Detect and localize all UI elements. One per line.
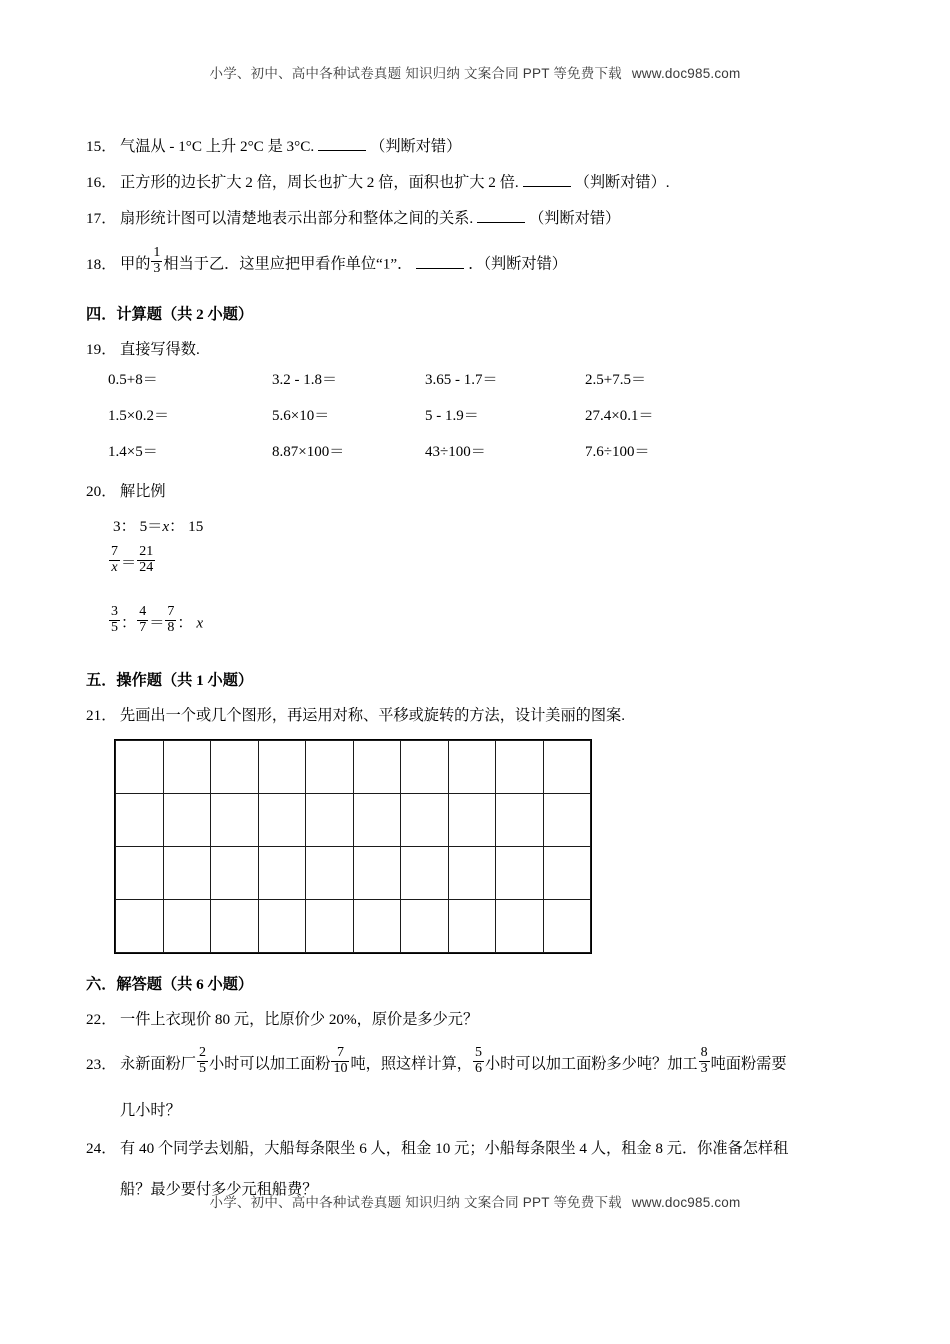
section-six-heading: 六．解答题（共 6 小题） xyxy=(86,976,254,993)
question-17-number: 17． xyxy=(86,210,117,227)
proportion-1-e: 15 xyxy=(188,518,204,535)
proportion-3-fraction-2 xyxy=(137,605,148,636)
drawing-grid-cell[interactable] xyxy=(306,794,354,847)
arithmetic-item: 3.2 - 1.8＝ xyxy=(272,372,337,388)
fraction-denominator: 3 xyxy=(153,261,161,277)
arithmetic-row xyxy=(108,440,808,476)
question-17-suffix: （判断对错） xyxy=(529,210,621,227)
arithmetic-item: 5.6×10＝ xyxy=(272,408,330,424)
question-20 xyxy=(86,482,166,501)
arithmetic-item: 0.5+8＝ xyxy=(108,372,158,388)
proportion-3-fraction-3 xyxy=(165,605,176,636)
drawing-grid-cell[interactable] xyxy=(496,741,544,794)
question-23-seg-3: 吨，照这样计算， xyxy=(350,1055,472,1073)
question-23 xyxy=(86,1045,787,1080)
drawing-grid-cell[interactable] xyxy=(448,847,496,900)
arithmetic-item: 27.4×0.1＝ xyxy=(585,408,654,424)
proportion-3-equals: ＝ xyxy=(149,614,165,632)
proportion-3-variable: x xyxy=(196,614,204,632)
question-23-line-2: 几小时？ xyxy=(120,1102,181,1119)
question-18-suffix: ．（判断对错） xyxy=(468,255,567,273)
question-24 xyxy=(86,1139,788,1158)
question-23-fraction-3 xyxy=(473,1046,484,1077)
drawing-grid-cell[interactable] xyxy=(353,741,401,794)
drawing-grid-cell[interactable] xyxy=(211,847,259,900)
fraction-denominator: 24 xyxy=(139,560,154,576)
question-18-blank[interactable] xyxy=(416,256,464,269)
question-24-line-2: 船？最少要付多少元租船费？ xyxy=(120,1181,318,1198)
question-15-number: 15． xyxy=(86,138,117,155)
proportion-3 xyxy=(108,604,204,639)
question-23-seg-4: 小时可以加工面粉多少吨？加工 xyxy=(484,1055,698,1073)
drawing-grid-cell[interactable] xyxy=(116,794,164,847)
section-four-heading: 四．计算题（共 2 小题） xyxy=(86,306,254,323)
drawing-grid-cell[interactable] xyxy=(401,847,449,900)
drawing-grid-cell[interactable] xyxy=(211,741,259,794)
question-23-seg-1: 永新面粉厂 xyxy=(120,1055,196,1073)
question-15-blank[interactable] xyxy=(318,138,366,151)
fraction-denominator: 5 xyxy=(198,1061,206,1077)
proportion-3-sep-1: ： xyxy=(121,614,137,632)
fraction-denominator: 7 xyxy=(139,620,147,636)
question-16 xyxy=(86,173,670,192)
arithmetic-item: 3.65 - 1.7＝ xyxy=(425,372,498,388)
question-21-text: 先画出一个或几个图形，再运用对称、平移或旋转的方法，设计美丽的图案. xyxy=(120,707,625,724)
drawing-grid-cell[interactable] xyxy=(353,900,401,953)
arithmetic-item: 7.6÷100＝ xyxy=(585,444,650,460)
drawing-grid-cell[interactable] xyxy=(116,900,164,953)
question-19 xyxy=(86,340,200,359)
arithmetic-item: 5 - 1.9＝ xyxy=(425,408,479,424)
drawing-grid-cell[interactable] xyxy=(448,900,496,953)
drawing-grid-cell[interactable] xyxy=(401,741,449,794)
question-23-fraction-4 xyxy=(699,1046,710,1077)
drawing-grid-cell[interactable] xyxy=(116,741,164,794)
question-16-suffix: （判断对错）. xyxy=(574,174,670,191)
drawing-grid-cell[interactable] xyxy=(211,794,259,847)
proportion-2 xyxy=(108,544,156,579)
fraction-numerator: 8 xyxy=(700,1045,708,1061)
question-15-text: 气温从 - 1°C 上升 2°C 是 3°C. xyxy=(120,138,315,155)
drawing-grid-cell[interactable] xyxy=(543,741,591,794)
arithmetic-row xyxy=(108,368,808,404)
question-20-prompt: 解比例 xyxy=(120,483,166,500)
question-23-seg-2: 小时可以加工面粉 xyxy=(208,1055,331,1073)
drawing-grid-cell[interactable] xyxy=(258,847,306,900)
fraction-denominator: 8 xyxy=(167,620,175,636)
fraction-denominator: 3 xyxy=(700,1061,708,1077)
question-22-number: 22． xyxy=(86,1011,117,1028)
arithmetic-item: 43÷100＝ xyxy=(425,444,486,460)
fraction-numerator: 7 xyxy=(331,1046,349,1062)
question-16-text: 正方形的边长扩大 2 倍，周长也扩大 2 倍，面积也扩大 2 倍. xyxy=(120,174,519,191)
footer-watermark-url: www.doc985.com xyxy=(631,1195,741,1210)
drawing-grid-cell[interactable] xyxy=(543,900,591,953)
proportion-1-variable: x xyxy=(162,518,170,535)
drawing-grid-cell[interactable] xyxy=(163,900,211,953)
drawing-grid-cell[interactable] xyxy=(353,847,401,900)
drawing-grid-cell[interactable] xyxy=(163,794,211,847)
drawing-grid-cell[interactable] xyxy=(353,794,401,847)
drawing-grid-row xyxy=(116,847,591,900)
question-18 xyxy=(86,245,567,280)
question-23-seg-5: 吨面粉需要 xyxy=(710,1055,787,1073)
drawing-grid-cell[interactable] xyxy=(163,741,211,794)
proportion-1-sep: ： xyxy=(169,518,185,535)
question-18-prefix: 甲的 xyxy=(120,255,151,273)
arithmetic-item: 8.87×100＝ xyxy=(272,444,345,460)
drawing-grid-cell[interactable] xyxy=(258,741,306,794)
question-19-prompt: 直接写得数. xyxy=(120,341,200,358)
fraction-numerator: 21 xyxy=(139,544,154,560)
question-21-number: 21． xyxy=(86,707,117,724)
proportion-1 xyxy=(113,515,203,536)
question-15 xyxy=(86,137,461,156)
question-22 xyxy=(86,1010,478,1029)
drawing-grid-cell[interactable] xyxy=(306,900,354,953)
question-16-number: 16． xyxy=(86,174,117,191)
question-15-suffix: （判断对错） xyxy=(370,138,462,155)
drawing-grid-cell[interactable] xyxy=(448,741,496,794)
question-21 xyxy=(86,706,625,725)
proportion-1-a: 3： xyxy=(113,518,136,535)
question-24-line-1: 有 40 个同学去划船，大船每条限坐 6 人，租金 10 元；小船每条限坐 4 人，租金 8 元．你准备怎样租 xyxy=(120,1140,789,1157)
drawing-grid-cell[interactable] xyxy=(258,794,306,847)
question-18-middle: 相当于乙．这里应把甲看作单位“1”． xyxy=(163,255,413,273)
drawing-grid-cell[interactable] xyxy=(401,900,449,953)
drawing-grid-row xyxy=(116,741,591,794)
fraction-numerator: 3 xyxy=(111,604,118,620)
drawing-grid-cell[interactable] xyxy=(163,847,211,900)
fraction-numerator: 2 xyxy=(198,1045,206,1061)
proportion-2-equals: ＝ xyxy=(121,554,137,572)
arithmetic-item: 2.5+7.5＝ xyxy=(585,372,646,388)
drawing-grid-cell[interactable] xyxy=(496,794,544,847)
fraction-numerator: 1 xyxy=(153,245,161,261)
proportion-2-right-fraction xyxy=(137,545,155,576)
question-23-fraction-2 xyxy=(331,1046,349,1077)
drawing-grid-cell[interactable] xyxy=(116,847,164,900)
drawing-grid-row xyxy=(116,900,591,953)
fraction-numerator: 4 xyxy=(139,604,147,620)
fraction-numerator: 7 xyxy=(167,604,175,620)
question-23-number: 23． xyxy=(86,1055,117,1073)
header-watermark-url: www.doc985.com xyxy=(631,66,741,81)
fraction-denominator: 10 xyxy=(333,1061,348,1077)
footer-watermark xyxy=(0,1191,950,1211)
drawing-grid-cell[interactable] xyxy=(211,900,259,953)
question-17-blank[interactable] xyxy=(477,210,525,223)
proportion-3-sep-2: ： xyxy=(177,614,193,632)
drawing-grid-cell[interactable] xyxy=(306,741,354,794)
footer-watermark-text: 小学、初中、高中各种试卷真题 知识归纳 文案合同 PPT 等免费下载 xyxy=(209,1195,622,1210)
fraction-numerator: 7 xyxy=(111,544,118,560)
question-18-number: 18． xyxy=(86,255,117,273)
fraction-numerator: 5 xyxy=(474,1045,482,1061)
question-17 xyxy=(86,209,620,228)
arithmetic-item: 1.4×5＝ xyxy=(108,444,158,460)
question-22-text: 一件上衣现价 80 元，比原价少 20%，原价是多少元？ xyxy=(120,1011,479,1028)
fraction-denominator: x xyxy=(111,560,118,576)
proportion-2-left-fraction xyxy=(109,545,120,576)
question-19-number: 19． xyxy=(86,341,117,358)
drawing-grid-cell[interactable] xyxy=(496,847,544,900)
question-24-number: 24． xyxy=(86,1140,117,1157)
drawing-grid-cell[interactable] xyxy=(258,900,306,953)
header-watermark-text: 小学、初中、高中各种试卷真题 知识归纳 文案合同 PPT 等免费下载 xyxy=(209,66,622,81)
proportion-3-fraction-1 xyxy=(109,605,120,636)
header-watermark xyxy=(0,62,950,82)
arithmetic-item: 1.5×0.2＝ xyxy=(108,408,169,424)
question-18-fraction xyxy=(151,246,162,277)
drawing-grid-cell[interactable] xyxy=(401,794,449,847)
drawing-grid-row xyxy=(116,794,591,847)
drawing-grid[interactable] xyxy=(115,740,591,953)
question-17-text: 扇形统计图可以清楚地表示出部分和整体之间的关系. xyxy=(120,210,474,227)
drawing-grid-cell[interactable] xyxy=(543,794,591,847)
arithmetic-row xyxy=(108,404,808,440)
drawing-grid-container[interactable] xyxy=(114,739,592,954)
arithmetic-grid xyxy=(108,368,808,476)
question-20-number: 20． xyxy=(86,483,117,500)
question-23-fraction-1 xyxy=(197,1046,208,1077)
question-16-blank[interactable] xyxy=(523,174,571,187)
section-five-heading: 五．操作题（共 1 小题） xyxy=(86,672,254,689)
drawing-grid-cell[interactable] xyxy=(306,847,354,900)
proportion-1-b: 5＝ xyxy=(139,518,163,535)
fraction-denominator: 6 xyxy=(474,1061,482,1077)
drawing-grid-cell[interactable] xyxy=(543,847,591,900)
drawing-grid-cell[interactable] xyxy=(496,900,544,953)
fraction-denominator: 5 xyxy=(111,620,118,636)
drawing-grid-cell[interactable] xyxy=(448,794,496,847)
